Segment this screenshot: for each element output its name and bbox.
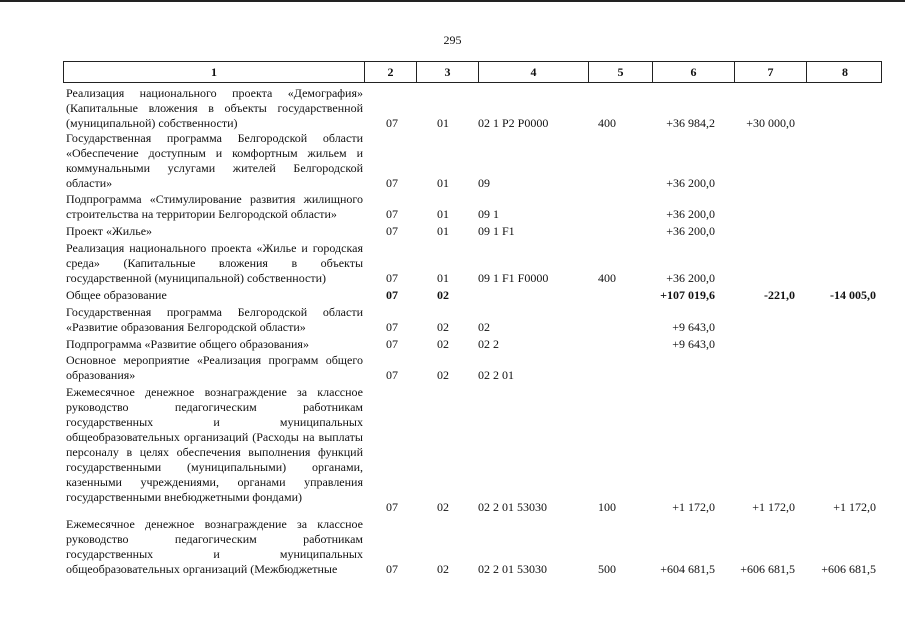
- row-target-article: 02 2 01: [478, 368, 514, 382]
- header-col-1: 1: [211, 65, 217, 79]
- row-description: Государственная программа Белгородской области «Обеспечение доступным и комфортным жильем и коммунальными услугами жителей Белгородской области»: [66, 131, 363, 190]
- header-col-3: 3: [416, 62, 478, 82]
- table-header: [63, 61, 882, 83]
- row-amount-7: +606 681,5: [740, 562, 795, 576]
- row-amount-6: +36 200,0: [666, 207, 715, 221]
- row-section: 07: [386, 562, 398, 576]
- row-section: 07: [386, 176, 398, 190]
- row-subsection: 01: [437, 271, 449, 285]
- row-section: 07: [386, 271, 398, 285]
- row-subsection: 02: [437, 368, 449, 382]
- row-subsection: 01: [437, 176, 449, 190]
- row-amount-6: +107 019,6: [660, 288, 715, 302]
- row-description: Государственная программа Белгородской области «Развитие образования Белгородской области»: [66, 305, 363, 334]
- row-description: Общее образование: [66, 288, 167, 302]
- row-description: Ежемесячное денежное вознаграждение за классное руководство педагогическим работникам государственных и муниципальных общеобразовательных организаций (Расходы на выплаты персоналу в целях обеспечения выполнения функций государственными (муниципальными) органами, казенными учреждениями, органами управления государственными внебюджетными фондами): [66, 385, 363, 504]
- row-subsection: 02: [437, 288, 449, 302]
- row-description: Подпрограмма «Развитие общего образования»: [66, 337, 309, 351]
- row-amount-6: +604 681,5: [660, 562, 715, 576]
- row-amount-6: +36 200,0: [666, 224, 715, 238]
- row-subsection: 01: [437, 207, 449, 221]
- row-amount-6: +36 200,0: [666, 271, 715, 285]
- row-amount-6: +9 643,0: [672, 320, 715, 334]
- header-col-4: 4: [478, 62, 588, 82]
- row-amount-6: +36 200,0: [666, 176, 715, 190]
- header-col-2: 2: [364, 62, 416, 82]
- row-section: 07: [386, 288, 398, 302]
- row-section: 07: [386, 368, 398, 382]
- row-expense-type: 400: [598, 116, 616, 130]
- row-subsection: 02: [437, 337, 449, 351]
- row-target-article: 02 2: [478, 337, 499, 351]
- row-target-article: 02 2 01 53030: [478, 500, 547, 514]
- row-expense-type: 100: [598, 500, 616, 514]
- row-amount-8: +606 681,5: [821, 562, 876, 576]
- row-amount-6: +9 643,0: [672, 337, 715, 351]
- row-description: Ежемесячное денежное вознаграждение за классное руководство педагогическим работникам государственных и муниципальных общеобразовательных организаций (Межбюджетные: [66, 517, 363, 576]
- row-section: 07: [386, 337, 398, 351]
- row-section: 07: [386, 116, 398, 130]
- row-target-article: 09 1: [478, 207, 499, 221]
- row-amount-6: +36 984,2: [666, 116, 715, 130]
- row-description: Реализация национального проекта «Жилье и городская среда» (Капитальные вложения в объекты государственной (муниципальной) собственности): [66, 241, 363, 285]
- row-section: 07: [386, 320, 398, 334]
- row-subsection: 02: [437, 320, 449, 334]
- header-col-5: 5: [588, 62, 652, 82]
- row-amount-8: +1 172,0: [833, 500, 876, 514]
- row-amount-7: +30 000,0: [746, 116, 795, 130]
- row-subsection: 01: [437, 116, 449, 130]
- row-description: Подпрограмма «Стимулирование развития жилищного строительства на территории Белгородской области»: [66, 192, 363, 221]
- row-subsection: 02: [437, 562, 449, 576]
- row-section: 07: [386, 207, 398, 221]
- row-target-article: 02: [478, 320, 490, 334]
- row-target-article: 02 2 01 53030: [478, 562, 547, 576]
- header-col-7: 7: [734, 62, 806, 82]
- page-number: 295: [443, 33, 462, 47]
- row-section: 07: [386, 500, 398, 514]
- header-col-6: 6: [652, 62, 734, 82]
- row-description: Основное мероприятие «Реализация программ общего образования»: [66, 353, 363, 382]
- row-amount-7: +1 172,0: [752, 500, 795, 514]
- row-description: Проект «Жилье»: [66, 224, 153, 238]
- row-subsection: 01: [437, 224, 449, 238]
- row-target-article: 09 1 F1 F0000: [478, 271, 549, 285]
- scan-top-edge: [0, 0, 905, 2]
- row-amount-8: -14 005,0: [830, 288, 876, 302]
- row-expense-type: 500: [598, 562, 616, 576]
- header-col-8: 8: [806, 62, 883, 82]
- row-amount-7: -221,0: [764, 288, 795, 302]
- row-description: Реализация национального проекта «Демография» (Капитальные вложения в объекты государственной (муниципальной) собственности): [66, 86, 363, 130]
- row-expense-type: 400: [598, 271, 616, 285]
- row-subsection: 02: [437, 500, 449, 514]
- row-section: 07: [386, 224, 398, 238]
- row-target-article: 09 1 F1: [478, 224, 515, 238]
- row-amount-6: +1 172,0: [672, 500, 715, 514]
- row-target-article: 09: [478, 176, 490, 190]
- row-target-article: 02 1 P2 P0000: [478, 116, 549, 130]
